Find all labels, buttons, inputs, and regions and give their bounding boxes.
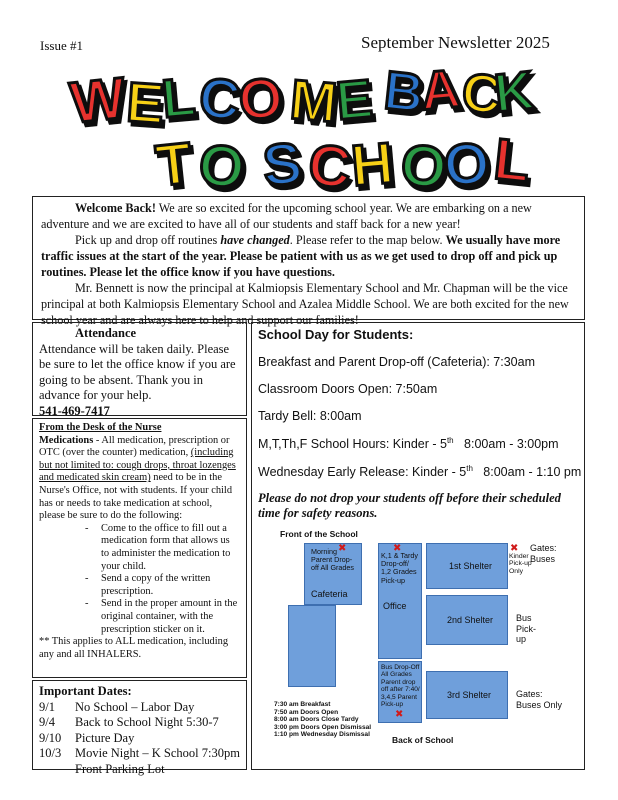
- nurse-heading: From the Desk of the Nurse: [39, 422, 162, 433]
- shelter-3: [426, 671, 508, 719]
- banner-letter: L: [491, 126, 534, 195]
- doors-open-time: Classroom Doors Open: 7:50am: [258, 382, 438, 396]
- cafeteria-label: Cafeteria: [311, 589, 348, 599]
- date-row: 9/1 No School – Labor Day: [39, 699, 195, 714]
- school-day-section: [251, 322, 585, 770]
- banner-letter: S: [260, 130, 305, 199]
- map-schedule-item: 7:50 am Doors Open: [274, 708, 339, 716]
- medication-steps: [39, 523, 240, 636]
- banner-letter: O: [441, 130, 492, 199]
- medication-text: Medications - All medication, prescription or OTC (over the counter) medication, (including but not limited to: cough drops, throat lozenges and medicated skin cream) need to be in the Nurse's Office, not with students. If your child has or needs to take medication at school, please be sure to do the following:: [39, 434, 236, 522]
- welcome-message: [32, 196, 585, 327]
- breakfast-time: Breakfast and Parent Drop-off (Cafeteria): 7:30am: [258, 355, 535, 369]
- front-of-school-label: Front of the School: [280, 529, 358, 539]
- kinder-pickup-label: Kinder Pick-up Only: [509, 553, 532, 575]
- cafeteria-building: [304, 543, 362, 605]
- important-dates-section: [32, 680, 247, 776]
- dates-heading: Important Dates:: [39, 684, 132, 698]
- attendance-text: Attendance will be taken daily. Please be sure to let the office know if you are going to be absent. Thank you in advance for your help.: [39, 341, 236, 402]
- tardy-bell-time: Tardy Bell: 8:00am: [258, 409, 362, 423]
- banner-letter: H: [348, 130, 396, 199]
- dropoff-marker-icon: ✖: [338, 543, 347, 554]
- banner-letter: L: [159, 66, 198, 130]
- banner-letter: E: [333, 68, 375, 132]
- school-hours: M,T,Th,F School Hours: Kinder - 5th 8:00am - 3:00pm: [258, 436, 559, 452]
- office-building: [378, 543, 422, 659]
- banner-letter: C: [306, 132, 354, 201]
- nurse-section: [32, 418, 247, 678]
- shelter-2: [426, 595, 508, 645]
- bus-dropoff-marker-icon: ✖: [395, 709, 404, 720]
- medication-footnote: ** This applies to ALL medication, including any and all INHALERS.: [39, 636, 229, 660]
- morning-dropoff-label: Morning Parent Drop-off All Grades: [311, 547, 355, 573]
- banner-letter: E: [124, 69, 167, 136]
- list-item: - Send a copy of the written prescription.: [85, 573, 211, 597]
- school-day-heading: School Day for Students:: [258, 327, 414, 342]
- banner-letter: O: [196, 132, 248, 201]
- banner-letter: M: [287, 67, 340, 134]
- date-row: 9/10 Picture Day: [39, 730, 135, 745]
- issue-number: Issue #1: [40, 38, 83, 53]
- banner-letter: O: [398, 132, 450, 201]
- attendance-phone: 541-469-7417: [39, 403, 110, 418]
- attendance-heading: Attendance: [75, 326, 137, 340]
- shelter-3-label: 3rd Shelter: [447, 690, 492, 700]
- gate-buses-label: Gates: Buses: [530, 543, 557, 564]
- kinder-marker-icon: ✖: [510, 543, 519, 554]
- banner-letter: C: [459, 62, 504, 126]
- welcome-paragraph: Welcome Back! We are so excited for the upcoming school year. We are embarking on a new adventure and we are excited to have all of our students and staff back for a new year!: [41, 201, 532, 231]
- attendance-section: [32, 322, 247, 416]
- banner-letter: C: [196, 65, 243, 132]
- map-schedule-item: 3:00 pm Doors Open Dismissal: [274, 723, 372, 731]
- banner-letter: B: [381, 60, 427, 124]
- k12-marker-icon: ✖: [393, 543, 402, 554]
- date-extra: Front Parking Lot: [75, 761, 165, 776]
- list-item: - Come to the office to fill out a medication form that allows us to administer the medication to your child.: [85, 522, 231, 572]
- shelter-1-label: 1st Shelter: [449, 561, 493, 571]
- pickup-paragraph: Pick up and drop off routines have changed. Please refer to the map below. We usually have more traffic issues at the start of the year. Please be patient with us as we get used to drop off and pick up routines. Please let the office know if you have questions.: [41, 233, 561, 279]
- bus-pickup-label: Bus Pick-up: [516, 613, 536, 644]
- newsletter-title: September Newsletter 2025: [361, 33, 550, 52]
- map-schedule-item: 7:30 am Breakfast: [274, 701, 331, 708]
- date-row: 10/3 Movie Night – K School 7:30pm: [39, 746, 240, 760]
- welcome-back-banner: [67, 52, 537, 202]
- map-schedule-item: 1:10 pm Wednesday Dismissal: [274, 731, 370, 739]
- banner-letter: A: [418, 58, 463, 122]
- office-label: Office: [383, 601, 407, 611]
- principal-paragraph: Mr. Bennett is now the principal at Kalmiopsis Elementary School and Mr. Chapman will be the vice principal at both Kalmiopsis Elementary School and Azalea Middle School. We are both excited for the new school year and are always here to help and support our families!: [41, 281, 569, 327]
- shelter-2-label: 2nd Shelter: [447, 615, 494, 625]
- banner-letter: K: [491, 60, 537, 124]
- bus-dropoff-label: Bus Drop-Off All Grades Parent drop off after 7:40/ 3,4,5 Parent Pick-up: [381, 664, 420, 709]
- k12-pickup-label: K,1 & Tardy Drop-off/ 1,2 Grades Pick-up: [381, 551, 419, 585]
- date-row: 9/4 Back to School Night 5:30-7: [39, 715, 219, 729]
- banner-letter: O: [236, 65, 285, 132]
- gate-buses-only-label: Gates: Buses Only: [516, 689, 563, 710]
- map-schedule: [274, 701, 371, 739]
- banner-letter: W: [67, 65, 129, 136]
- banner-letter: T: [152, 130, 195, 199]
- shelter-1: [426, 543, 508, 589]
- building-block: [288, 605, 336, 687]
- map-schedule-item: 8:00 am Doors Close Tardy: [274, 716, 359, 724]
- wednesday-hours: Wednesday Early Release: Kinder - 5th 8:00am - 1:10 pm: [258, 464, 582, 480]
- safety-note: Please do not drop your students off before their scheduled time for safety reasons.: [258, 491, 561, 520]
- back-of-school-label: Back of School: [392, 735, 454, 745]
- list-item: - Send in the proper amount in the original container, with the prescription sticker on it.: [85, 598, 238, 635]
